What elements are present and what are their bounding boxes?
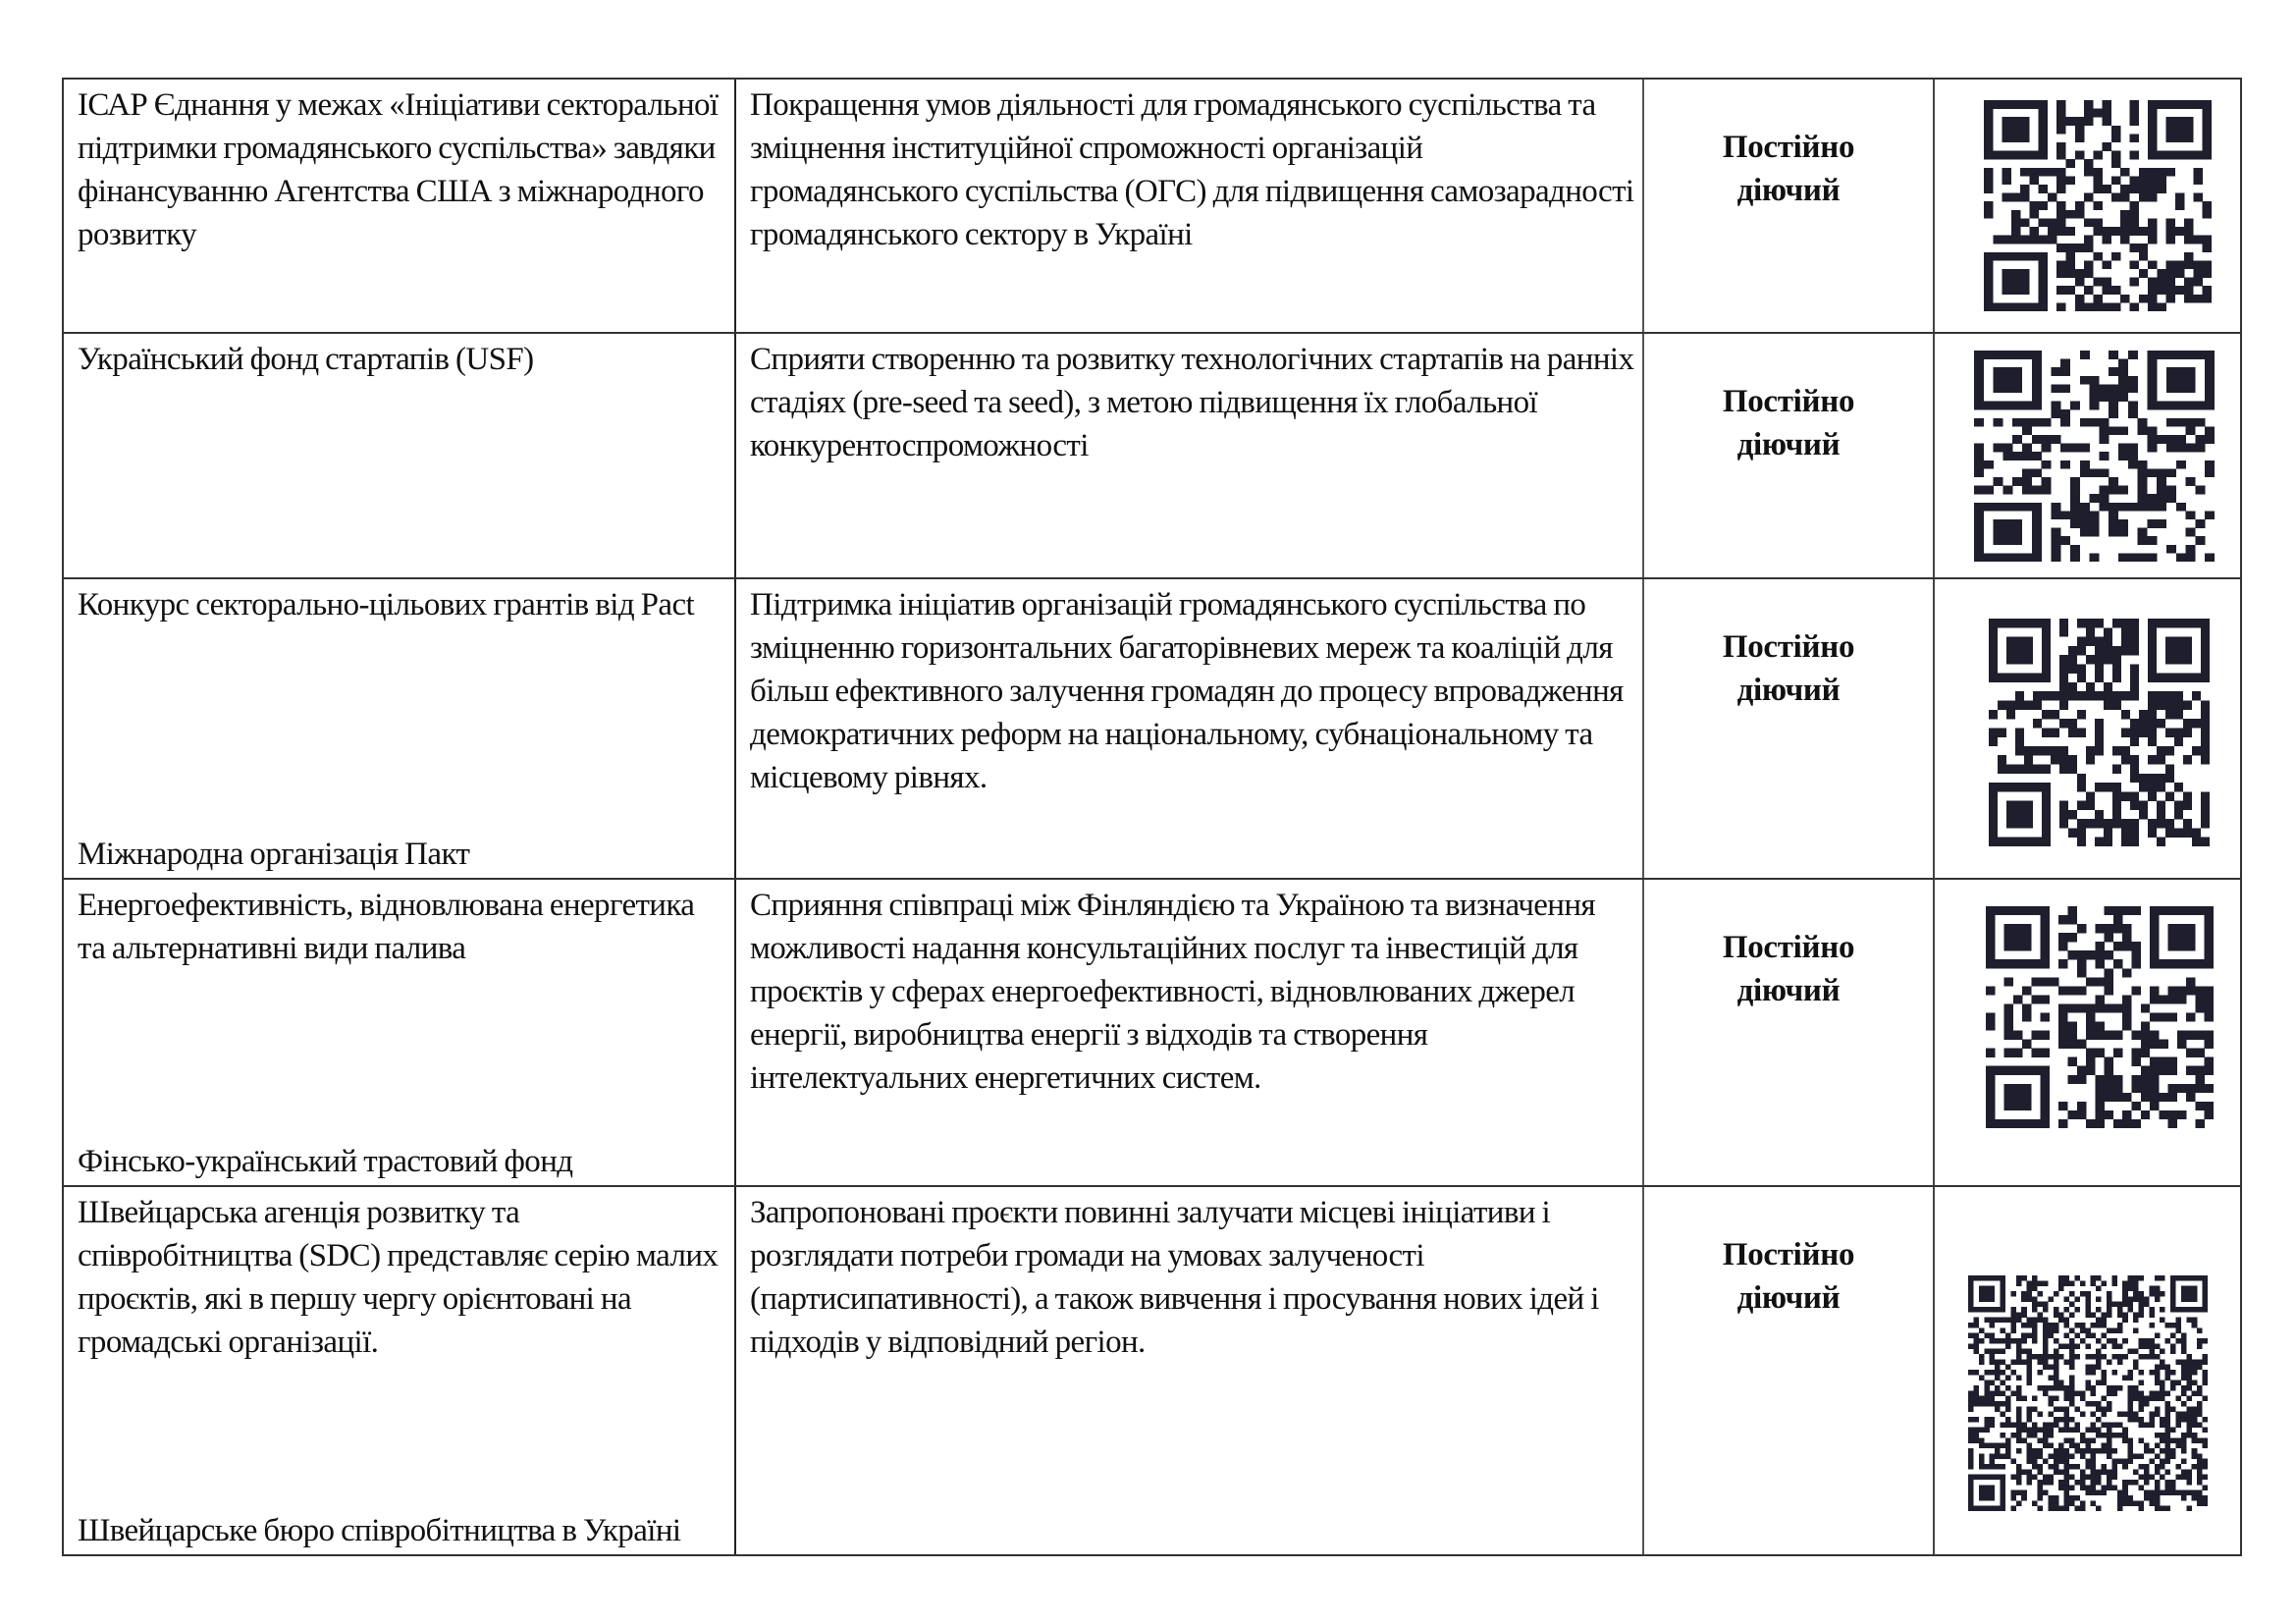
program-name: Енергоефективність, відновлювана енергетика та альтернативні види палива xyxy=(78,888,695,966)
table-row xyxy=(64,880,2240,1187)
qr-cell xyxy=(1935,334,2240,577)
description-cell xyxy=(736,80,1644,332)
program-description: Сприяти створенню та розвитку технологічних стартапів на ранніх стадіях (pre-seed та seed), з метою підвищення їх глобальної конкурентоспроможності xyxy=(750,342,1634,463)
program-cell xyxy=(64,579,736,878)
qr-cell xyxy=(1935,80,2240,332)
program-name: ІСАР Єднання у межах «Ініціативи секторальної підтримки громадянського суспільства» завдяки фінансуванню Агентства США з міжнародного розвитку xyxy=(78,87,719,252)
qr-code-icon[interactable] xyxy=(1989,619,2210,846)
program-description: Покращення умов діяльності для громадянського суспільства та зміцнення інституційної спроможності організацій громадянського суспільства (ОГС) для підвищення самозарадності громадянського сектору в Україні xyxy=(750,87,1634,252)
qr-code-icon[interactable] xyxy=(1974,351,2215,562)
organization-name: Міжнародна організація Пакт xyxy=(78,837,470,872)
description-cell xyxy=(736,880,1644,1185)
qr-cell xyxy=(1935,880,2240,1185)
organization-name: Швейцарське бюро співробітництва в Україні xyxy=(78,1513,681,1548)
program-name: Конкурс секторально-цільових грантів від Pact xyxy=(78,587,695,623)
status-text: Постійно діючий xyxy=(1722,930,1855,1008)
organization-name: Фінсько-український трастовий фонд xyxy=(78,1144,573,1179)
status-cell xyxy=(1644,880,1935,1185)
qr-code-icon[interactable] xyxy=(1986,906,2214,1128)
qr-code-icon[interactable] xyxy=(1968,1275,2208,1511)
status-cell xyxy=(1644,80,1935,332)
qr-code-graphic xyxy=(1986,906,2214,1128)
qr-code-graphic xyxy=(1989,619,2210,846)
status-cell xyxy=(1644,579,1935,878)
description-cell xyxy=(736,1187,1644,1554)
program-cell xyxy=(64,334,736,577)
description-cell xyxy=(736,579,1644,878)
program-cell xyxy=(64,1187,736,1554)
program-cell xyxy=(64,80,736,332)
program-name: Швейцарська агенція розвитку та співробітництва (SDC) представляє серію малих проєктів, які в першу чергу орієнтовані на громадські організації. xyxy=(78,1195,719,1360)
table-row xyxy=(64,579,2240,880)
program-description: Підтримка ініціатив організацій громадянського суспільства по зміцненню горизонтальних багаторівневих мереж та коаліцій для більш ефективного залучення громадян до процесу впровадження демократичних реформ на національному, субнаціональному та місцевому рівнях. xyxy=(750,587,1624,795)
program-name: Український фонд стартапів (USF) xyxy=(78,342,534,377)
qr-cell xyxy=(1935,579,2240,878)
qr-code-graphic xyxy=(1984,100,2212,311)
status-text: Постійно діючий xyxy=(1722,629,1855,708)
status-text: Постійно діючий xyxy=(1722,130,1855,208)
status-cell xyxy=(1644,334,1935,577)
program-cell xyxy=(64,880,736,1185)
program-description: Сприяння співпраці між Фінляндією та Україною та визначення можливості надання консультаційних послуг та інвестицій для проєктів у сферах енергоефективності, відновлюваних джерел енергії, виробництва енергії з відходів та створення інтелектуальних енергетичних систем. xyxy=(750,888,1595,1096)
qr-code-icon[interactable] xyxy=(1984,100,2212,311)
qr-cell xyxy=(1935,1187,2240,1554)
table-row xyxy=(64,334,2240,579)
table-row xyxy=(64,1187,2240,1554)
status-cell xyxy=(1644,1187,1935,1554)
program-description: Запропоновані проєкти повинні залучати місцеві ініціативи і розглядати потреби громади на умовах залученості (партисипативності), а також вивчення і просування нових ідей і підходів у відповідний регіон. xyxy=(750,1195,1599,1360)
qr-code-graphic xyxy=(1968,1275,2208,1511)
grants-table xyxy=(62,78,2242,1556)
status-text: Постійно діючий xyxy=(1722,384,1855,462)
description-cell xyxy=(736,334,1644,577)
table-row xyxy=(64,80,2240,334)
qr-code-graphic xyxy=(1974,351,2215,562)
status-text: Постійно діючий xyxy=(1722,1237,1855,1316)
